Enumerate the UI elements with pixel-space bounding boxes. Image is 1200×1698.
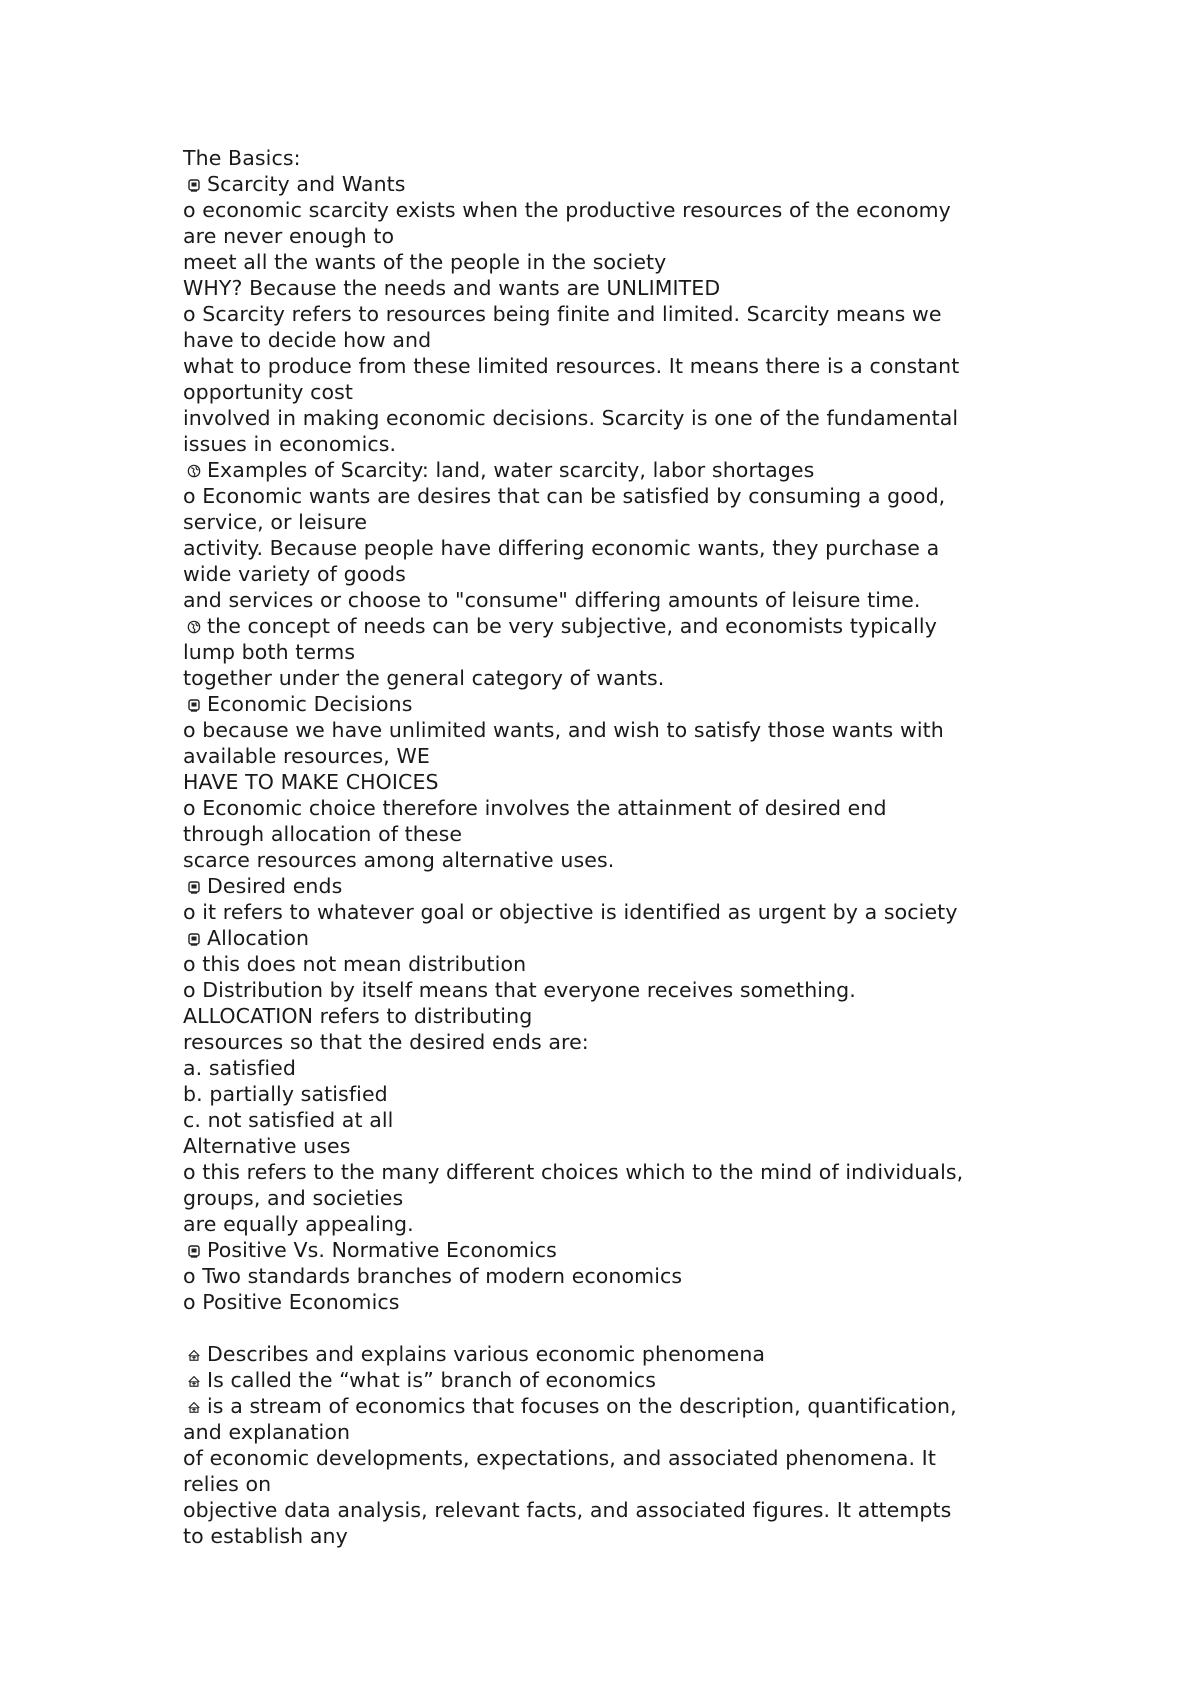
line-text: of economic developments, expectations, and associated phenomena. It	[183, 1446, 936, 1470]
text-line	[183, 1523, 1043, 1549]
text-line	[183, 1445, 1043, 1471]
line-text: Describes and explains various economic phenomena	[207, 1342, 766, 1366]
text-line	[183, 1497, 1043, 1523]
line-text: what to produce from these limited resources. It means there is a constant	[183, 354, 960, 378]
text-line	[183, 223, 1043, 249]
line-text: relies on	[183, 1472, 272, 1496]
line-text: Scarcity and Wants	[207, 172, 406, 196]
text-line	[183, 1419, 1043, 1445]
text-line	[183, 457, 1043, 483]
line-text: o Positive Economics	[183, 1290, 400, 1314]
text-line	[183, 1159, 1043, 1185]
line-text: activity. Because people have differing economic wants, they purchase a	[183, 536, 940, 560]
line-text: and explanation	[183, 1420, 351, 1444]
text-line	[183, 821, 1043, 847]
text-line	[183, 925, 1043, 951]
line-text: and services or choose to "consume" differing amounts of leisure time.	[183, 588, 921, 612]
text-line	[183, 327, 1043, 353]
globe-icon	[187, 619, 201, 635]
text-line	[183, 145, 1043, 171]
text-line	[183, 301, 1043, 327]
text-line	[183, 1107, 1043, 1133]
text-line	[183, 1341, 1043, 1367]
text-line	[183, 197, 1043, 223]
bullet-house-icon	[187, 1373, 201, 1389]
line-text: o this does not mean distribution	[183, 952, 527, 976]
line-text: Economic Decisions	[207, 692, 413, 716]
line-text: HAVE TO MAKE CHOICES	[183, 770, 439, 794]
bullet-house-icon	[187, 1399, 201, 1415]
line-text: together under the general category of wants.	[183, 666, 665, 690]
line-text: have to decide how and	[183, 328, 432, 352]
text-line	[183, 379, 1043, 405]
line-text: scarce resources among alternative uses.	[183, 848, 615, 872]
text-line	[183, 1029, 1043, 1055]
line-text: available resources, WE	[183, 744, 430, 768]
line-text: o because we have unlimited wants, and wish to satisfy those wants with	[183, 718, 944, 742]
text-line	[183, 1237, 1043, 1263]
document-body	[183, 145, 1043, 1549]
line-text: opportunity cost	[183, 380, 354, 404]
bullet-box-icon	[187, 931, 201, 947]
text-line	[183, 951, 1043, 977]
text-line	[183, 1471, 1043, 1497]
line-text: meet all the wants of the people in the society	[183, 250, 667, 274]
line-text: Alternative uses	[183, 1134, 351, 1158]
line-text: o Two standards branches of modern economics	[183, 1264, 683, 1288]
text-line	[183, 1367, 1043, 1393]
text-line	[183, 977, 1043, 1003]
line-text: b. partially satisfied	[183, 1082, 388, 1106]
line-text: to establish any	[183, 1524, 348, 1548]
text-line	[183, 1393, 1043, 1419]
line-text: ALLOCATION refers to distributing	[183, 1004, 533, 1028]
text-line	[183, 613, 1043, 639]
line-text: through allocation of these	[183, 822, 463, 846]
line-text: o Scarcity refers to resources being finite and limited. Scarcity means we	[183, 302, 942, 326]
line-text: Is called the “what is” branch of economics	[207, 1368, 656, 1392]
text-line	[183, 1133, 1043, 1159]
text-line	[183, 1263, 1043, 1289]
line-text: o Distribution by itself means that everyone receives something.	[183, 978, 856, 1002]
bullet-box-icon	[187, 1243, 201, 1259]
line-text: Desired ends	[207, 874, 343, 898]
line-text: are equally appealing.	[183, 1212, 414, 1236]
bullet-box-icon	[187, 177, 201, 193]
text-line	[183, 275, 1043, 301]
blank-line	[183, 1315, 1043, 1341]
line-text: c. not satisfied at all	[183, 1108, 394, 1132]
line-text: is a stream of economics that focuses on the description, quantification,	[207, 1394, 957, 1418]
line-text: o Economic wants are desires that can be satisfied by consuming a good,	[183, 484, 946, 508]
text-line	[183, 1289, 1043, 1315]
text-line	[183, 1185, 1043, 1211]
line-text: objective data analysis, relevant facts, and associated figures. It attempts	[183, 1498, 952, 1522]
text-line	[183, 769, 1043, 795]
text-line	[183, 743, 1043, 769]
text-line	[183, 717, 1043, 743]
line-text: resources so that the desired ends are:	[183, 1030, 589, 1054]
line-text: groups, and societies	[183, 1186, 404, 1210]
line-text: o economic scarcity exists when the productive resources of the economy	[183, 198, 951, 222]
text-line	[183, 1003, 1043, 1029]
line-text: lump both terms	[183, 640, 356, 664]
text-line	[183, 353, 1043, 379]
text-line	[183, 665, 1043, 691]
line-text: WHY? Because the needs and wants are UNLIMITED	[183, 276, 721, 300]
text-line	[183, 639, 1043, 665]
bullet-box-icon	[187, 879, 201, 895]
text-line	[183, 899, 1043, 925]
line-text: o it refers to whatever goal or objective is identified as urgent by a society	[183, 900, 958, 924]
text-line	[183, 561, 1043, 587]
line-text: Positive Vs. Normative Economics	[207, 1238, 557, 1262]
text-line	[183, 587, 1043, 613]
line-text: Allocation	[207, 926, 310, 950]
text-line	[183, 691, 1043, 717]
text-line	[183, 1211, 1043, 1237]
text-line	[183, 847, 1043, 873]
text-line	[183, 535, 1043, 561]
text-line	[183, 483, 1043, 509]
line-text: o Economic choice therefore involves the attainment of desired end	[183, 796, 887, 820]
text-line	[183, 795, 1043, 821]
text-line	[183, 873, 1043, 899]
text-line	[183, 171, 1043, 197]
line-text: a. satisfied	[183, 1056, 296, 1080]
line-text: involved in making economic decisions. Scarcity is one of the fundamental	[183, 406, 959, 430]
text-line	[183, 405, 1043, 431]
line-text: the concept of needs can be very subjective, and economists typically	[207, 614, 937, 638]
text-line	[183, 1055, 1043, 1081]
text-line	[183, 431, 1043, 457]
line-text: o this refers to the many different choices which to the mind of individuals,	[183, 1160, 964, 1184]
bullet-box-icon	[187, 697, 201, 713]
text-line	[183, 509, 1043, 535]
line-text: are never enough to	[183, 224, 395, 248]
globe-icon	[187, 463, 201, 479]
line-text: service, or leisure	[183, 510, 368, 534]
text-line	[183, 1081, 1043, 1107]
text-line	[183, 249, 1043, 275]
line-text: issues in economics.	[183, 432, 397, 456]
bullet-house-icon	[187, 1347, 201, 1363]
line-text: wide variety of goods	[183, 562, 406, 586]
line-text: The Basics:	[183, 146, 301, 170]
line-text: Examples of Scarcity: land, water scarcity, labor shortages	[207, 458, 815, 482]
